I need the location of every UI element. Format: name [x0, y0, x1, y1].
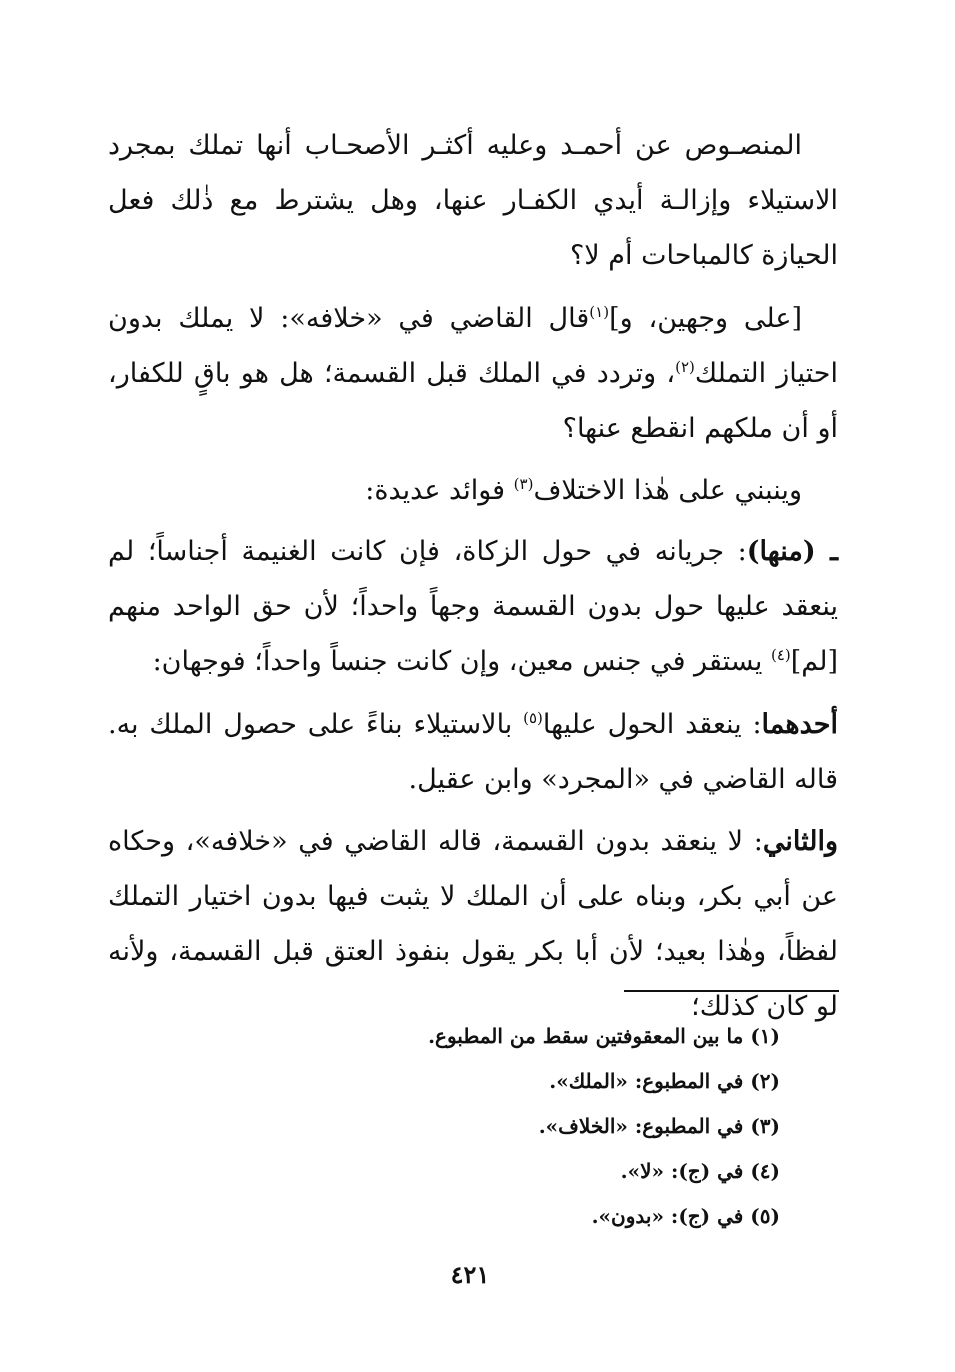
page-number: ٤٢١	[450, 1260, 490, 1289]
paragraph-6-lead: والثاني	[762, 826, 838, 857]
footnote-item: (٤) في (ج): «لا».	[620, 1159, 780, 1183]
paragraph-2-text-b: قال القاضي في «خلافه»: لا يملك بدون احتياز التملك	[108, 303, 838, 389]
paragraph-1-text: المنصـوص عن أحمـد وعليه أكثـر الأصحـاب أنها تملك بمجرد الاستيلاء وإزالـة أيدي الكفـار عنها، وهل يشترط مع ذٰلك فعل الحيازة كالمباحات أم لا؟	[108, 130, 838, 271]
paragraph-3-text-b: فوائد عديدة:	[365, 475, 514, 506]
paragraph-5-text-b: بالاستيلاء بناءً على حصول الملك به. قاله القاضي في «المجرد» وابن عقيل.	[108, 709, 838, 795]
paragraph-3-text-a: وينبني على هٰذا الاختلاف	[533, 475, 802, 506]
footnote-ref-3: (٣)	[513, 475, 534, 493]
footnote-item: (٣) في المطبوع: «الخلاف».	[538, 1114, 780, 1138]
paragraph-4	[108, 524, 838, 689]
paragraph-4-lead: ـ (منها)	[746, 536, 838, 567]
footnote-divider	[624, 990, 839, 992]
paragraph-6-text-a: : لا ينعقد بدون القسمة، قاله القاضي في «خلافه»، وحكاه عن أبي بكر، وبناه على أن الملك لا يثبت فيها بدون اختيار التملك لفظاً، وهٰذا بعيد؛ لأن أبا بكر يقول بنفوذ العتق قبل القسمة، ولأنه لو كان كذلك؛	[108, 826, 838, 1022]
paragraph-2	[108, 291, 838, 456]
footnote-item: (١) ما بين المعقوفتين سقط من المطبوع.	[428, 1024, 780, 1048]
paragraph-6	[108, 814, 838, 1034]
footnote-item: (٥) في (ج): «بدون».	[591, 1204, 780, 1228]
footnote-ref-1: (١)	[589, 303, 610, 321]
paragraph-1	[108, 118, 838, 283]
footnote-ref-2: (٢)	[675, 358, 695, 376]
paragraph-4-text-b: يستقر في جنس معين، وإن كانت جنساً واحداً؛ فوجهان:	[152, 646, 771, 677]
footnote-ref-5: (٥)	[523, 709, 543, 727]
paragraph-2-text-a: [على وجهين، و]	[609, 303, 802, 334]
paragraph-5-text-a: : ينعقد الحول عليها	[542, 709, 762, 740]
footnote-item: (٢) في المطبوع: «الملك».	[549, 1069, 780, 1093]
paragraph-3	[108, 463, 838, 518]
paragraph-4-text-a: : جريانه في حول الزكاة، فإن كانت الغنيمة أجناساً؛ لم ينعقد عليها حول بدون القسمة وجهاً واحداً؛ لأن حق الواحد منهم [لم]	[108, 536, 838, 677]
paragraph-2-text-c: ، وتردد في الملك قبل القسمة؛ هل هو باقٍ للكفار، أو أن ملكهم انقطع عنها؟	[108, 358, 838, 444]
paragraph-5	[108, 697, 838, 807]
footnote-ref-4: (٤)	[770, 646, 791, 664]
paragraph-5-lead: أحدهما	[761, 709, 838, 740]
footnotes-list	[300, 1014, 780, 1239]
